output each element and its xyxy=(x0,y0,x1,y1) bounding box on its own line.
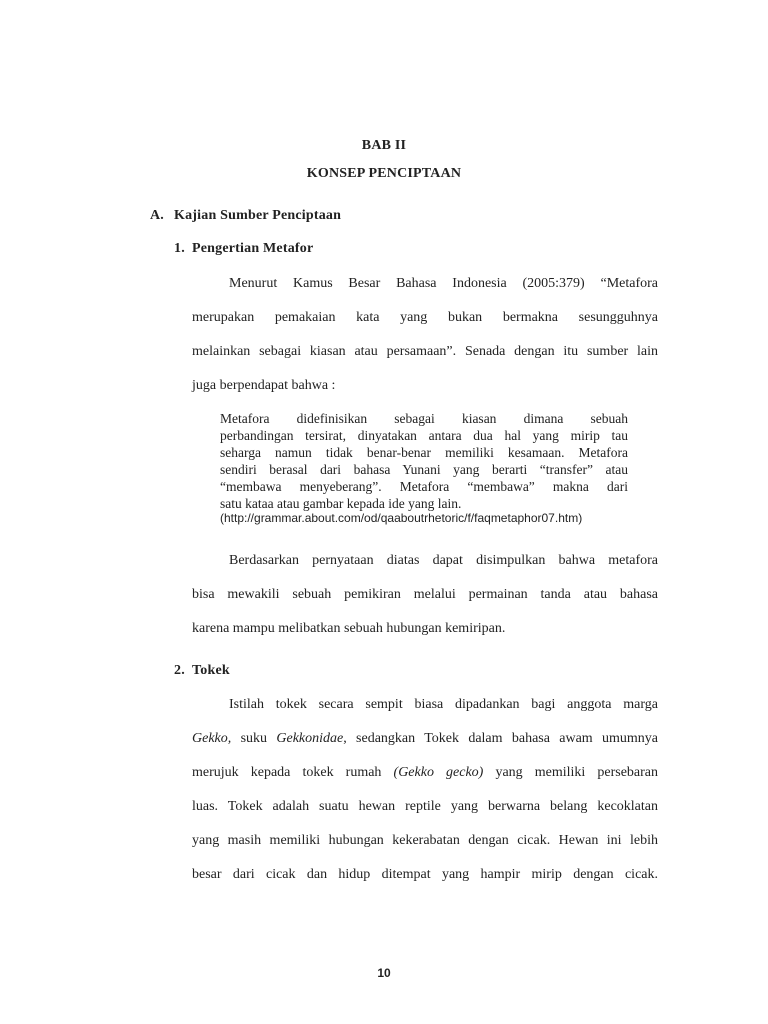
quote-source: (http://grammar.about.com/od/qaaboutrhetoric/f/faqmetaphor07.htm) xyxy=(220,511,583,525)
section-a-label: A. xyxy=(150,208,165,223)
paragraph-line: juga berpendapat bahwa : xyxy=(192,378,336,393)
paragraph-line xyxy=(192,764,658,782)
page-number: 10 xyxy=(377,966,391,980)
quote-line: satu kataa atau gambar kepada ide yang lain. xyxy=(220,496,462,511)
paragraph-line: besar dari cicak dan hidup ditempat yang hampir mirip dengan cicak. xyxy=(192,867,658,882)
species-name: (Gekko gecko) xyxy=(393,765,484,780)
paragraph-line xyxy=(192,730,658,748)
paragraph-line: yang masih memiliki hubungan kekerabatan dengan cicak. Hewan ini lebih xyxy=(192,833,658,848)
sub2-title: Tokek xyxy=(192,663,230,678)
paragraph-line: Istilah tokek secara sempit biasa dipadankan bagi anggota marga xyxy=(229,697,658,712)
sub1-label: 1. xyxy=(174,241,185,256)
paragraph-line: luas. Tokek adalah suatu hewan reptile yang berwarna belang kecoklatan xyxy=(192,799,658,814)
chapter-number: BAB II xyxy=(361,138,407,153)
paragraph-line: bisa mewakili sebuah pemikiran melalui permainan tanda atau bahasa xyxy=(192,587,658,602)
quote-line: seharga namun tidak benar-benar memiliki kesamaan. Metafora xyxy=(220,445,628,460)
quote-line: sendiri berasal dari bahasa Yunani yang berarti “transfer” atau xyxy=(220,462,628,477)
paragraph-line: karena mampu melibatkan sebuah hubungan kemiripan. xyxy=(192,621,506,636)
paragraph-line: Berdasarkan pernyataan diatas dapat disimpulkan bahwa metafora xyxy=(229,553,658,568)
section-a-title: Kajian Sumber Penciptaan xyxy=(174,208,342,223)
text-span: suku xyxy=(240,731,268,746)
family-name: Gekkonidae xyxy=(276,731,344,746)
quote-line: Metafora didefinisikan sebagai kiasan dimana sebuah xyxy=(220,411,628,426)
genus-name: Gekko, xyxy=(192,731,232,746)
paragraph-line: merupakan pemakaian kata yang bukan bermakna sesungguhnya xyxy=(192,310,658,325)
chapter-title: KONSEP PENCIPTAAN xyxy=(306,166,462,181)
quote-line: “membawa menyeberang”. Metafora “membawa” makna dari xyxy=(220,479,628,494)
text-span: yang memiliki persebaran xyxy=(495,765,659,780)
text-span: , sedangkan Tokek dalam bahasa awam umumnya xyxy=(343,731,659,746)
paragraph-line: Menurut Kamus Besar Bahasa Indonesia (2005:379) “Metafora xyxy=(229,276,658,291)
text-span: merujuk kepada tokek rumah xyxy=(192,765,382,780)
sub1-title: Pengertian Metafor xyxy=(192,241,314,256)
sub2-label: 2. xyxy=(174,663,185,678)
quote-line: perbandingan tersirat, dinyatakan antara dua hal yang mirip tau xyxy=(220,428,628,443)
paragraph-line: melainkan sebagai kiasan atau persamaan”. Senada dengan itu sumber lain xyxy=(192,344,658,359)
